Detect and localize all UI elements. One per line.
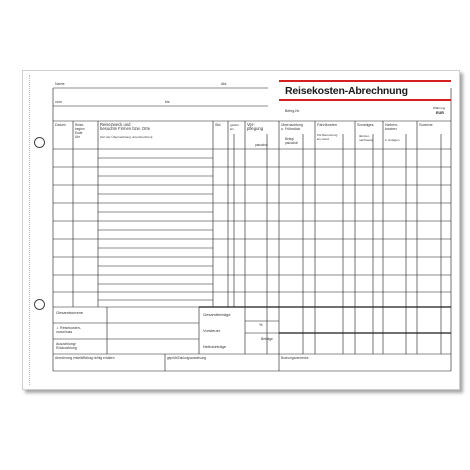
currency-eur: EUR <box>436 111 445 115</box>
signature-buchung: Buchungsvermerke <box>281 356 309 360</box>
col-summe: Summe <box>419 122 433 127</box>
col-km: gefahr. km <box>230 123 240 131</box>
col-fahrtkosten-sub: Kfz-Benutzung km-Geld <box>317 133 338 141</box>
signature-geprueft: geprüft/Zahlungsanweisung <box>167 356 207 360</box>
col-verpflegung-sub: pauschal <box>255 143 268 147</box>
nettobetraege-label: Nettobeträge <box>203 344 227 349</box>
prozent-label: % <box>259 322 263 327</box>
waehrung-label: Währung <box>433 106 446 110</box>
vorsteuer-label: Vorsteuer <box>203 328 221 333</box>
vom-label: vom <box>55 100 62 104</box>
col-fahrtkosten: Fahrtkosten <box>317 123 338 127</box>
title-bar-bottom <box>279 99 451 101</box>
form-sheet <box>22 70 460 390</box>
form-title: Reisekosten-Abrechnung <box>285 85 408 97</box>
col-zweck-note: (Grt der Übernachtung unterstreichen) <box>100 135 153 139</box>
form-grid <box>23 71 459 389</box>
col-uebernachtung-sub: Beleg/ pauschal <box>285 137 298 145</box>
signature-erstellt: Abrechnung erstellt/Betrag richtig erhalten <box>55 356 115 360</box>
col-verpflegung: Ver- pflegung <box>247 122 264 131</box>
gesamtsumme-label: Gesamtsumme <box>56 310 84 315</box>
betraege-label: Beträge <box>261 337 273 341</box>
abt-label: Abt. <box>221 82 228 86</box>
col-uebernachtung: Übernachtung u. Frühstück <box>281 123 303 131</box>
name-label: Name <box>55 82 65 86</box>
bis-label: bis <box>165 100 170 104</box>
col-reisezeit: Reise- beginn Ende Uhr <box>75 123 85 139</box>
col-nebenkosten: Neben- kosten <box>385 122 399 131</box>
col-sonstiges-sub: (Einzel- nachweis) <box>359 134 373 142</box>
col-sonstiges: Sonstiges <box>357 123 374 127</box>
vorschuss-label: ./. Reisekosten- vorschuss <box>56 326 81 334</box>
col-zweck: Reisezweck und besuchte Firmen bzw. Orte <box>100 122 151 131</box>
col-std: Std. <box>215 123 222 127</box>
gesamtbetraege-label: Gesamtbeträge <box>203 312 231 317</box>
col-nebenkosten-sub: lt. Anlagen <box>385 138 400 142</box>
beleg-nr-label: Beleg-Nr. <box>285 109 300 113</box>
auszahlung-label: Auszahlung/ Rückzahlung <box>56 342 77 350</box>
col-datum: Datum <box>55 123 66 127</box>
title-bar-top <box>279 80 451 82</box>
